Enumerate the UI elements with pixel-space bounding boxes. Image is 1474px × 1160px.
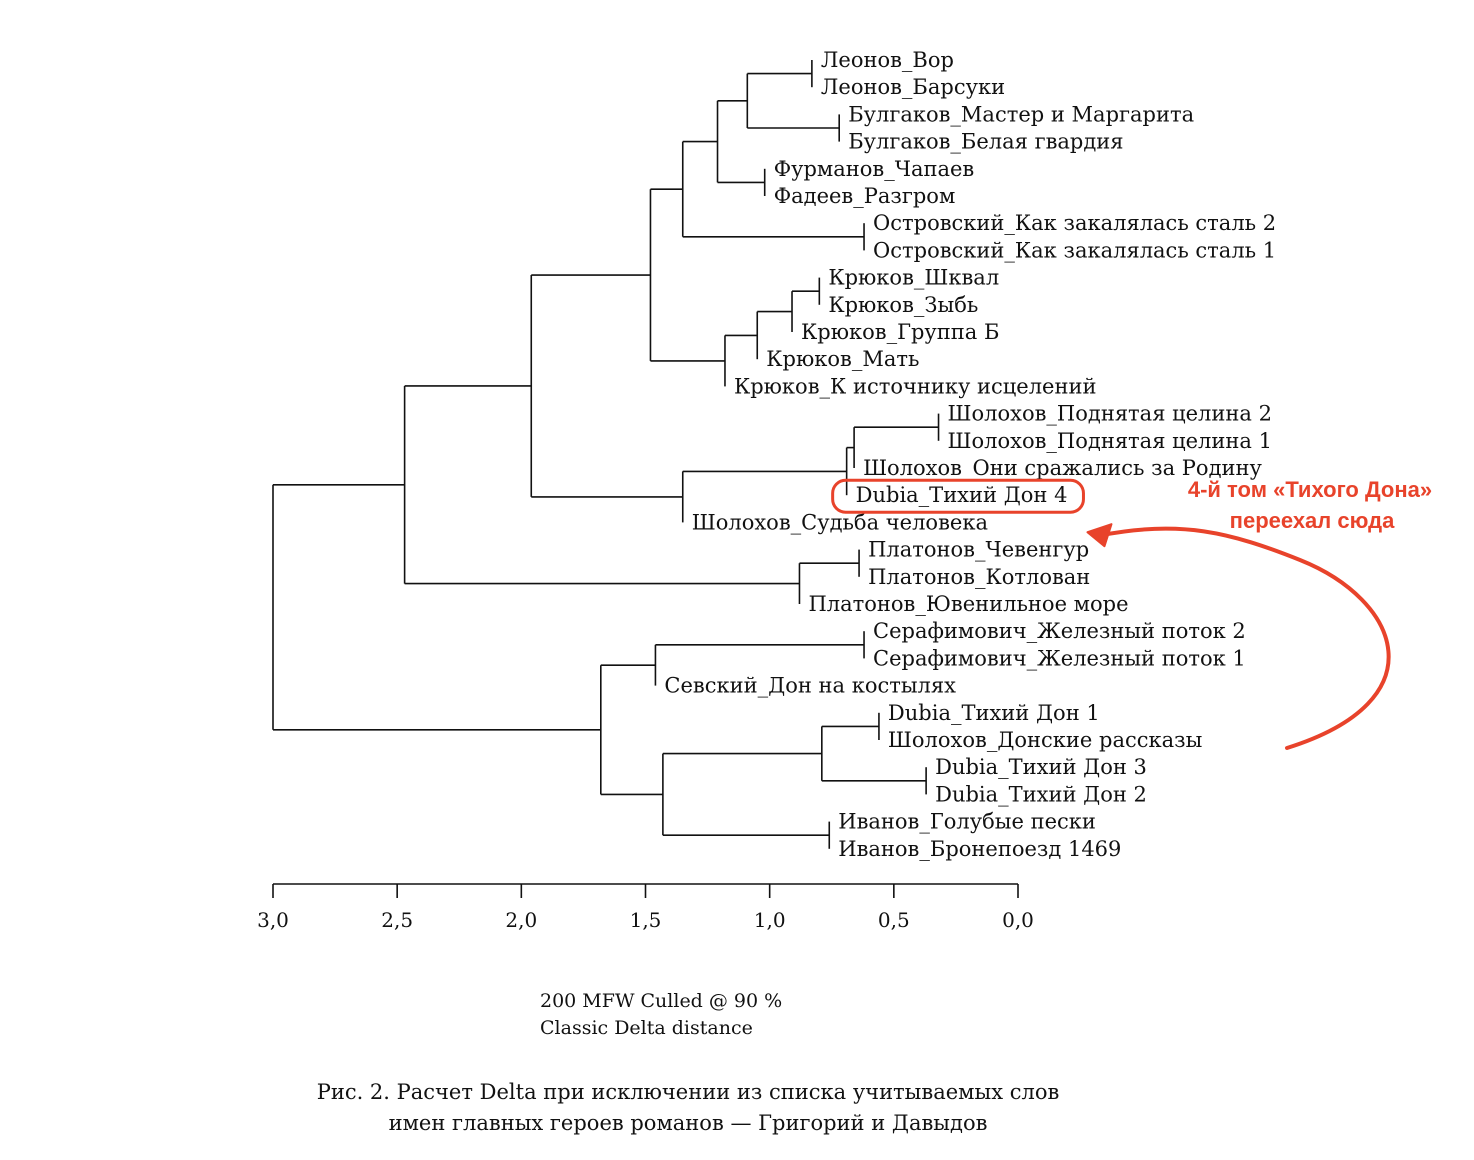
leaf-label: Платонов_Котлован <box>868 564 1091 589</box>
leaf-label: Фурманов_Чапаев <box>773 156 975 181</box>
leaf-label: Крюков_Мать <box>766 347 920 372</box>
method-note-line-2: Classic Delta distance <box>540 1017 753 1039</box>
x-tick-label: 0,5 <box>877 908 910 932</box>
leaf-label: Dubia_Тихий Дон 4 <box>855 483 1068 508</box>
leaf-label: Шолохов_Они сражались за Родину <box>863 456 1262 480</box>
leaf-label: Шолохов_Поднятая целина 1 <box>947 428 1272 453</box>
leaf-label: Крюков_Зыбь <box>828 292 979 317</box>
figure-caption-line-1: Рис. 2. Расчет Delta при исключении из списка учитываемых слов <box>316 1080 1060 1104</box>
x-tick-label: 2,5 <box>381 908 414 932</box>
annotation-arrowhead <box>1087 524 1111 546</box>
x-tick-label: 0,0 <box>1002 908 1034 932</box>
x-tick-label: 2,0 <box>505 908 538 932</box>
leaf-label: Островский_Как закалялась сталь 2 <box>873 211 1277 236</box>
x-tick-label: 1,5 <box>629 908 662 932</box>
x-tick-label: 1,0 <box>753 908 786 932</box>
leaf-label: Иванов_Бронепоезд 1469 <box>838 836 1122 861</box>
leaf-label: Леонов_Барсуки <box>820 75 1006 100</box>
leaf-label: Шолохов_Поднятая целина 2 <box>947 401 1272 426</box>
annotation-line-1: 4-й том «Тихого Дона» <box>1187 477 1433 502</box>
leaf-label: Серафимович_Железный поток 2 <box>873 619 1246 644</box>
figure-caption-line-2: имен главных героев романов — Григорий и Давыдов <box>388 1111 988 1135</box>
leaf-label: Булгаков_Белая гвардия <box>848 129 1124 154</box>
leaf-label: Севский_Дон на костылях <box>664 673 957 698</box>
leaf-label: Фадеев_Разгром <box>773 184 956 208</box>
leaf-label: Dubia_Тихий Дон 1 <box>887 700 1100 725</box>
annotation-line-2: переехал сюда <box>1229 508 1395 533</box>
method-note-line-1: 200 MFW Culled @ 90 % <box>540 990 783 1012</box>
leaf-label: Крюков_Шквал <box>828 265 1000 290</box>
x-tick-label: 3,0 <box>257 908 289 932</box>
leaf-label: Dubia_Тихий Дон 2 <box>935 782 1147 807</box>
leaf-label: Крюков_Группа Б <box>801 320 1000 344</box>
leaf-label: Крюков_К источнику исцелений <box>733 374 1097 399</box>
leaf-label: Dubia_Тихий Дон 3 <box>935 755 1147 780</box>
leaf-labels <box>664 48 1276 861</box>
leaf-label: Островский_Как закалялась сталь 1 <box>873 238 1277 263</box>
leaf-label: Платонов_Ювенильное море <box>808 592 1129 616</box>
leaf-label: Иванов_Голубые пески <box>838 809 1096 834</box>
leaf-label: Леонов_Вор <box>820 48 954 72</box>
leaf-label: Шолохов_Донские рассказы <box>887 728 1203 752</box>
leaf-label: Серафимович_Железный поток 1 <box>873 646 1246 671</box>
x-axis <box>257 884 1034 932</box>
leaf-label: Булгаков_Мастер и Маргарита <box>848 102 1195 127</box>
leaf-label: Шолохов_Судьба человека <box>691 510 988 535</box>
leaf-label: Платонов_Чевенгур <box>868 537 1090 562</box>
